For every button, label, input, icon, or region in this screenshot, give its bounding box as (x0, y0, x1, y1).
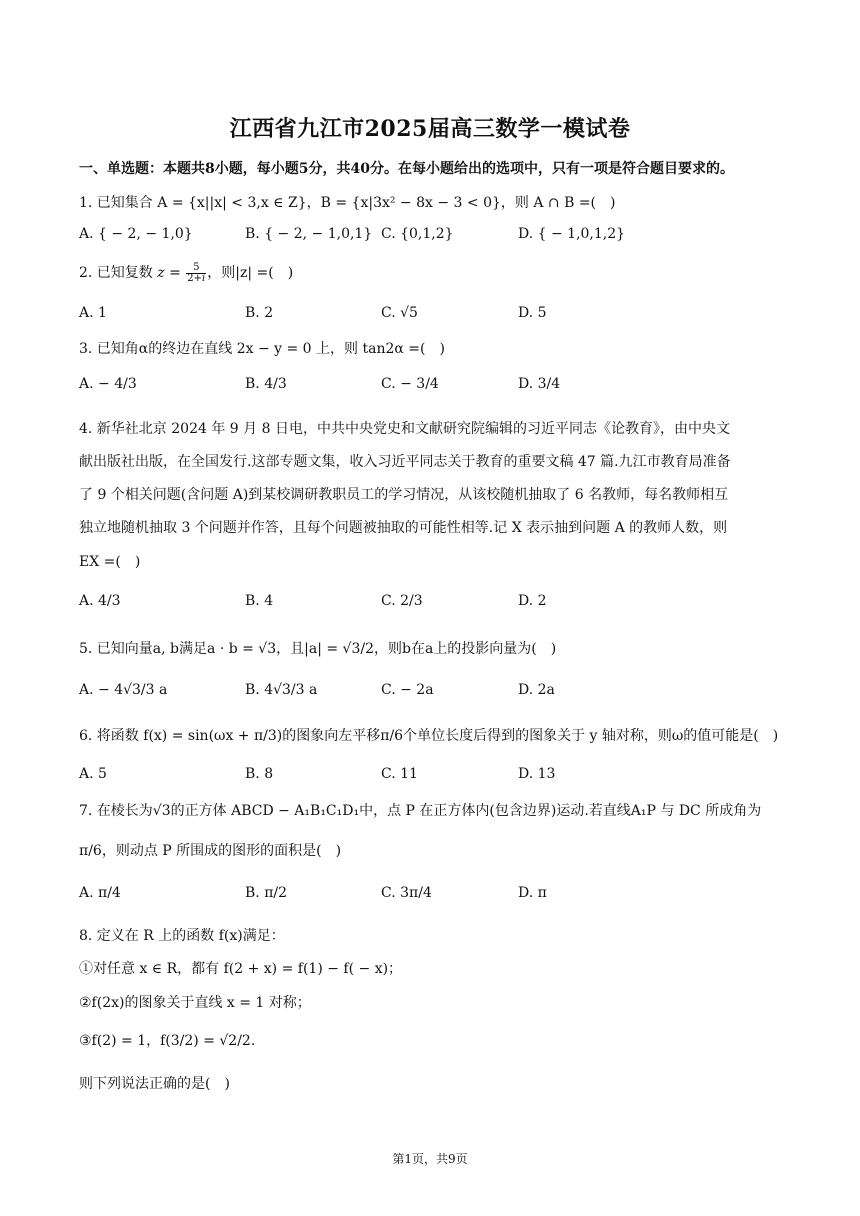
q3-option-c: C. − 3/4 (381, 376, 439, 392)
question-5-stem: 5. 已知向量a, b满足a · b = √3，且|a| = √3/2，则b在a上的投影向量为( ) (79, 641, 557, 657)
page-footer: 第1页，共9页 (392, 1152, 468, 1166)
q5-option-b: B. 4√3/3 a (245, 682, 318, 698)
question-7-line-1: 7. 在棱长为√3的正方体 ABCD − A₁B₁C₁D₁中，点 P 在正方体内(包含边界)运动.若直线A₁P 与 DC 所成角为 (79, 803, 762, 819)
q1-option-a: A. { − 2, − 1,0} (79, 226, 193, 242)
q4-option-b: B. 4 (245, 593, 274, 609)
q2-option-d: D. 5 (518, 305, 547, 321)
question-4-line-5: EX =( ) (79, 554, 141, 570)
q7-option-c: C. 3π/4 (381, 885, 432, 901)
q6-option-d: D. 13 (518, 766, 556, 782)
q6-option-a: A. 5 (79, 766, 107, 782)
q7-option-d: D. π (518, 885, 547, 901)
q2-fraction: $\frac{5}{2+i}$ (187, 261, 206, 284)
question-4-line-1: 4. 新华社北京 2024 年 9 月 8 日电，中共中央党史和文献研究院编辑的习近平同志《论教育》，由中央文 (79, 421, 730, 437)
section-heading: 一、单选题：本题共8小题，每小题5分，共40分。在每小题给出的选项中，只有一项是符合题目要求的。 (79, 161, 734, 177)
q6-option-b: B. 8 (245, 766, 274, 782)
question-8-condition-3: ③f(2) = 1，f(3/2) = √2/2. (79, 1033, 256, 1049)
question-8-condition-2: ②f(2x)的图象关于直线 x = 1 对称； (79, 995, 311, 1011)
q3-option-d: D. 3/4 (518, 376, 561, 392)
q4-option-c: C. 2/3 (381, 593, 423, 609)
q4-option-d: D. 2 (518, 593, 547, 609)
question-4-line-4: 独立地随机抽取 3 个问题并作答，且每个问题被抽取的可能性相等.记 X 表示抽到问题 A 的教师人数，则 (79, 520, 728, 536)
q2-stem-suffix: ，则|z| =( ) (207, 265, 294, 281)
question-8-line-1: 8. 定义在 R 上的函数 f(x)满足： (79, 928, 285, 944)
q2-option-c: C. √5 (381, 305, 418, 321)
question-2-stem: 2. 已知复数 z = $\frac{5}{2+i}$ ，则|z| =( ) (79, 261, 294, 284)
q3-option-b: B. 4/3 (245, 376, 287, 392)
question-6-stem: 6. 将函数 f(x) = sin(ωx + π/3)的图象向左平移π/6个单位长度后得到的图象关于 y 轴对称，则ω的值可能是( ) (79, 728, 779, 744)
q1-option-c: C. {0,1,2} (381, 226, 454, 242)
q7-option-b: B. π/2 (245, 885, 288, 901)
q2-stem-prefix: 2. 已知复数 (79, 265, 158, 281)
q5-option-d: D. 2a (518, 682, 555, 698)
question-1-stem: 1. 已知集合 A = {x||x| < 3,x ∈ Z}，B = {x|3x² − 8x − 3 < 0}，则 A ∩ B =( ) (79, 195, 616, 211)
question-4-line-2: 献出版社出版，在全国发行.这部专题文集，收入习近平同志关于教育的重要文稿 47 篇.九江市教育局准备 (79, 454, 731, 470)
question-8-prompt: 则下列说法正确的是( ) (79, 1076, 230, 1092)
question-8-condition-1: ①对任意 x ∈ R，都有 f(2 + x) = f(1) − f( − x)； (79, 961, 403, 977)
q7-option-a: A. π/4 (79, 885, 121, 901)
q2-option-a: A. 1 (79, 305, 107, 321)
exam-title: 江西省九江市2025届高三数学一模试卷 (229, 116, 631, 142)
q3-option-a: A. − 4/3 (79, 376, 137, 392)
q1-option-d: D. { − 1,0,1,2} (518, 226, 626, 242)
q4-option-a: A. 4/3 (79, 593, 121, 609)
q6-option-c: C. 11 (381, 766, 418, 782)
question-7-line-2: π/6，则动点 P 所围成的图形的面积是( ) (79, 843, 342, 859)
q1-option-b: B. { − 2, − 1,0,1} (245, 226, 373, 242)
question-4-line-3: 了 9 个相关问题(含问题 A)到某校调研教职员工的学习情况，从该校随机抽取了 6 名教师，每名教师相互 (79, 487, 729, 503)
q2-option-b: B. 2 (245, 305, 274, 321)
q5-option-a: A. − 4√3/3 a (79, 682, 168, 698)
question-3-stem: 3. 已知角α的终边在直线 2x − y = 0 上，则 tan2α =( ) (79, 341, 445, 357)
q5-option-c: C. − 2a (381, 682, 434, 698)
